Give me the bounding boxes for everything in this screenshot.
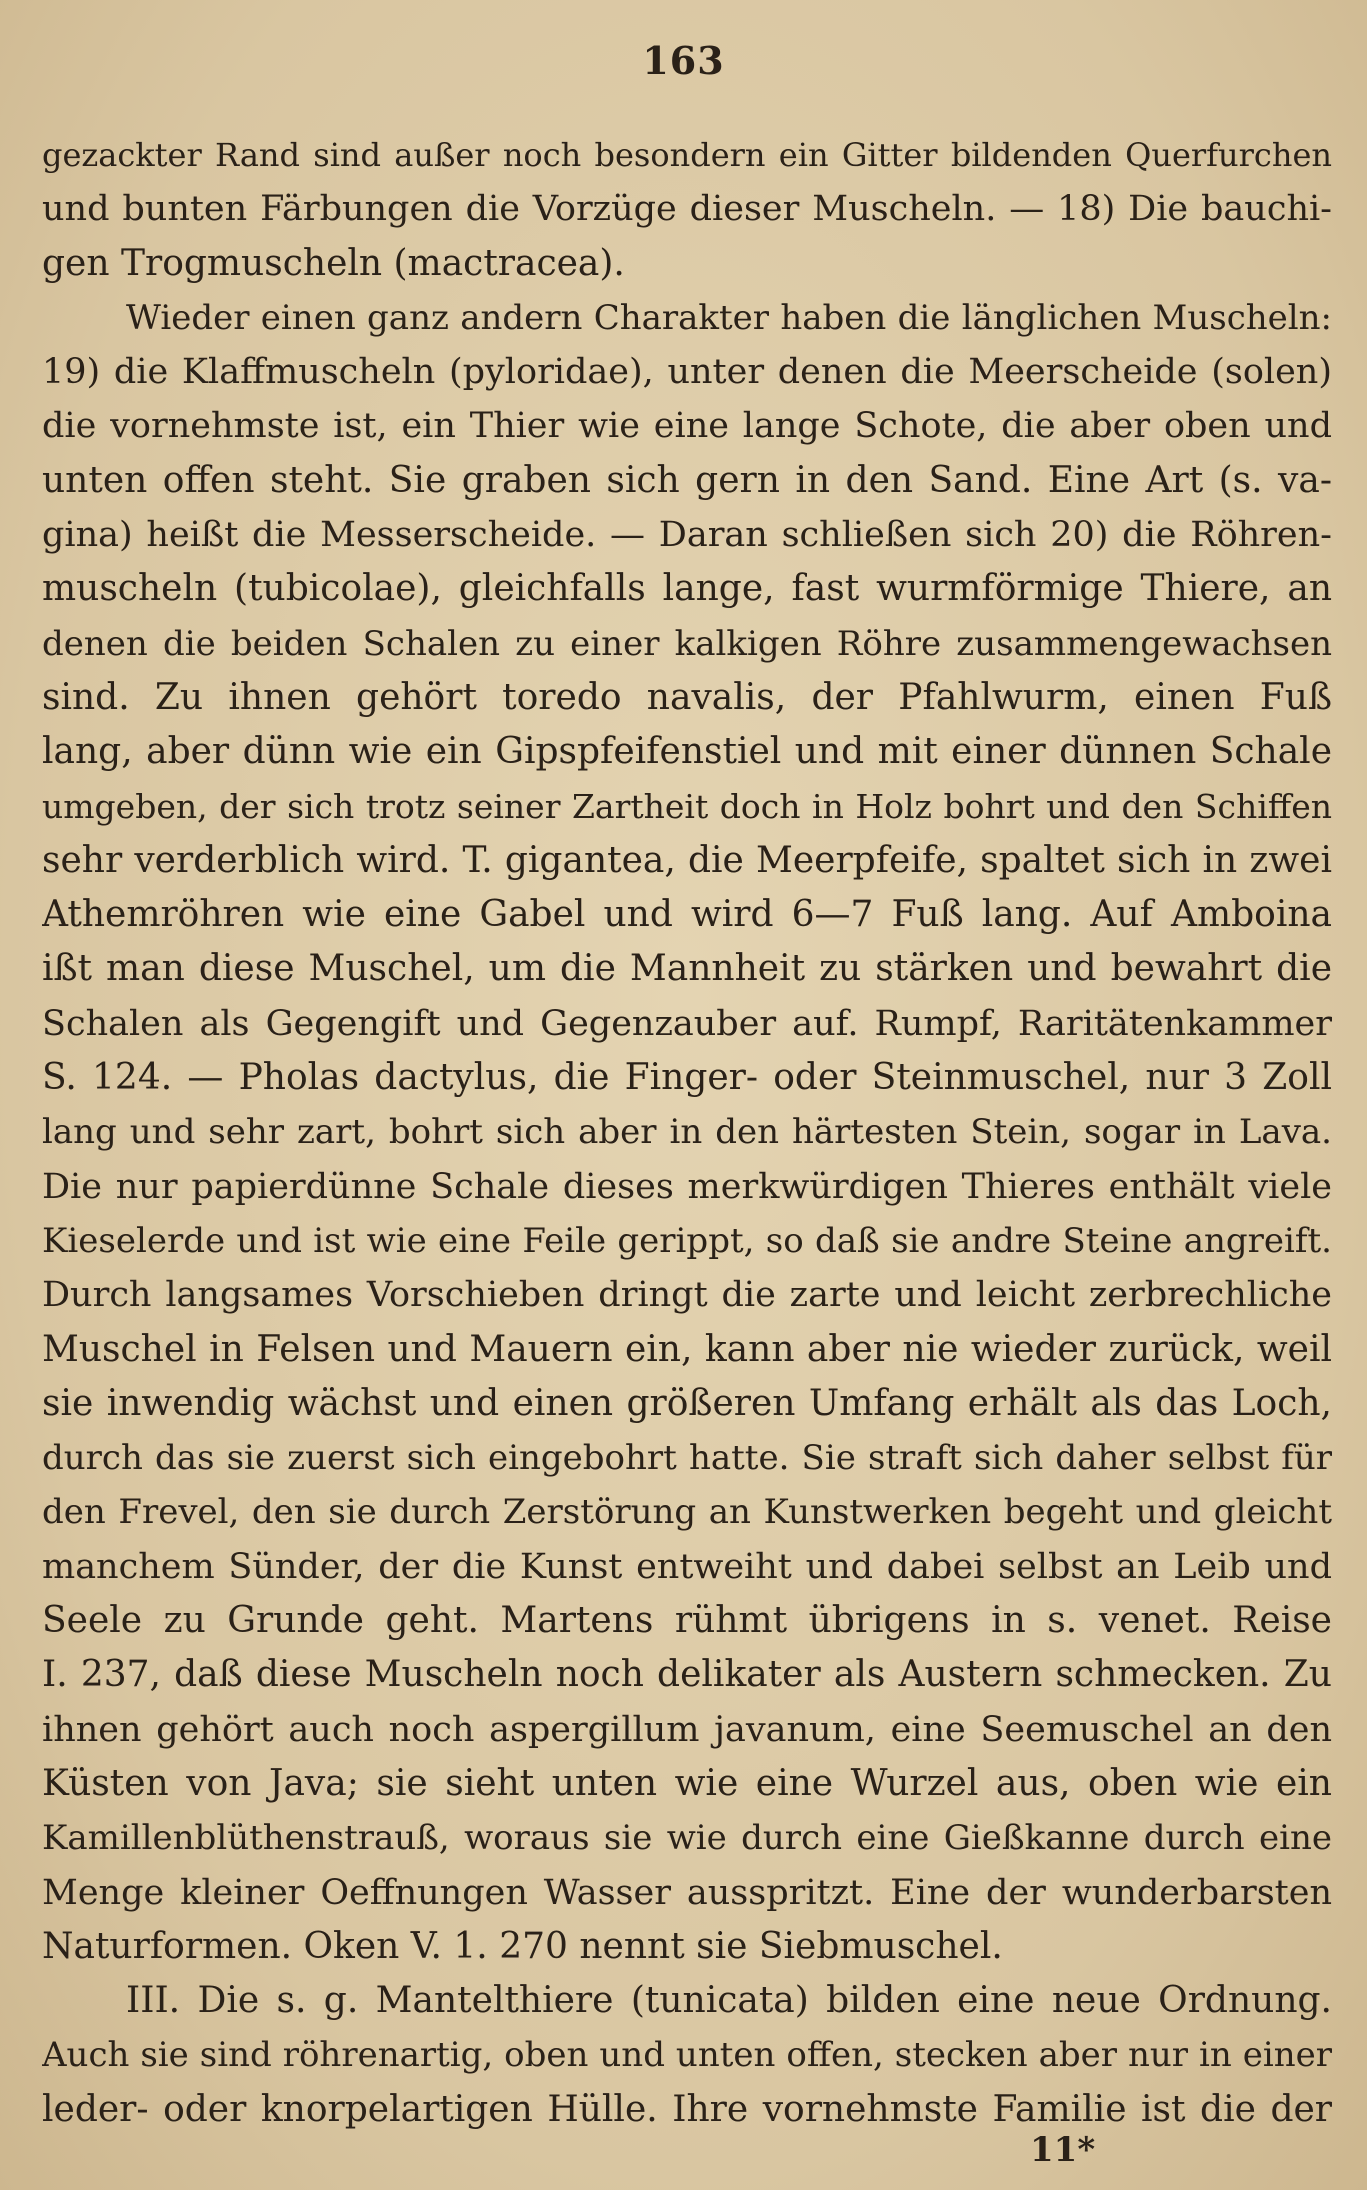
- text-line: unten offen steht. Sie graben sich gern in den Sand. Eine Art (s. va-: [42, 459, 1332, 501]
- text-line: I. 237, daß diese Muscheln noch delikater als Austern schmecken. Zu: [42, 1654, 1332, 1696]
- text-line: gen Trogmuscheln (mactracea).: [42, 242, 625, 284]
- text-line: Seele zu Grunde geht. Martens rühmt übrigens in s. venet. Reise: [42, 1600, 1332, 1642]
- text-line: muscheln (tubicolae), gleichfalls lange, fast wurmförmige Thiere, an: [42, 568, 1332, 610]
- text-line: S. 124. — Pholas dactylus, die Finger- oder Steinmuschel, nur 3 Zoll: [42, 1057, 1332, 1099]
- text-line: Die nur papierdünne Schale dieses merkwürdigen Thieres enthält viele: [42, 1166, 1332, 1207]
- text-line: lang und sehr zart, bohrt sich aber in den härtesten Stein, sogar in Lava.: [42, 1112, 1332, 1153]
- text-line: sehr verderblich wird. T. gigantea, die Meerpfeife, spaltet sich in zwei: [42, 839, 1332, 881]
- text-line: 19) die Klaffmuscheln (pyloridae), unter denen die Meerscheide (solen): [42, 352, 1332, 393]
- text-line: umgeben, der sich trotz seiner Zartheit doch in Holz bohrt und den Schiffen: [42, 786, 1332, 826]
- text-line: Küsten von Java; sie sieht unten wie eine Wurzel aus, oben wie ein: [42, 1762, 1332, 1804]
- text-line: Kieselerde und ist wie eine Feile gerippt, so daß sie andre Steine angreift.: [42, 1220, 1332, 1261]
- page-number: 163: [642, 38, 725, 83]
- text-line: ißt man diese Muschel, um die Mannheit zu stärken und bewahrt die: [42, 948, 1332, 990]
- text-line: durch das sie zuerst sich eingebohrt hatte. Sie straft sich daher selbst für: [42, 1438, 1332, 1479]
- text-line: Durch langsames Vorschieben dringt die zarte und leicht zerbrechliche: [42, 1275, 1332, 1316]
- text-line: lang, aber dünn wie ein Gipspfeifenstiel und mit einer dünnen Schale: [42, 731, 1332, 773]
- text-line: manchem Sünder, der die Kunst entweiht und dabei selbst an Leib und: [42, 1546, 1332, 1587]
- text-line: und bunten Färbungen die Vorzüge dieser Muscheln. — 18) Die bauchi-: [42, 189, 1332, 230]
- signature-mark: 11*: [1030, 2130, 1096, 2170]
- text-line: sind. Zu ihnen gehört toredo navalis, der Pfahlwurm, einen Fuß: [42, 676, 1332, 718]
- text-line: III. Die s. g. Mantelthiere (tunicata) bilden eine neue Ordnung.: [126, 1980, 1332, 2022]
- text-line: denen die beiden Schalen zu einer kalkigen Röhre zusammengewachsen: [42, 623, 1332, 664]
- text-line: sie inwendig wächst und einen größeren Umfang erhält als das Loch,: [42, 1382, 1332, 1424]
- text-line: Menge kleiner Oeffnungen Wasser ausspritzt. Eine der wunderbarsten: [42, 1872, 1332, 1913]
- text-line: die vornehmste ist, ein Thier wie eine lange Schote, die aber oben und: [42, 406, 1332, 447]
- text-line: den Frevel, den sie durch Zerstörung an Kunstwerken begeht und gleicht: [42, 1492, 1332, 1533]
- text-line: Muschel in Felsen und Mauern ein, kann aber nie wieder zurück, weil: [42, 1328, 1332, 1370]
- text-line: Naturformen. Oken V. 1. 270 nennt sie Siebmuschel.: [42, 1925, 1003, 1967]
- text-line: gezackter Rand sind außer noch besondern ein Gitter bildenden Querfurchen: [42, 136, 1332, 174]
- text-line: Auch sie sind röhrenartig, oben und unten offen, stecken aber nur in einer: [42, 2035, 1332, 2076]
- text-line: gina) heißt die Messerscheide. — Daran schließen sich 20) die Röhren-: [42, 515, 1332, 556]
- text-line: Schalen als Gegengift und Gegenzauber auf. Rumpf, Raritätenkammer: [42, 1003, 1332, 1044]
- text-line: ihnen gehört auch noch aspergillum javanum, eine Seemuschel an den: [42, 1709, 1332, 1750]
- body-text: [42, 128, 1332, 2137]
- text-line: Wieder einen ganz andern Charakter haben die länglichen Muscheln:: [126, 297, 1332, 338]
- text-line: leder- oder knorpelartigen Hülle. Ihre vornehmste Familie ist die der: [42, 2088, 1332, 2130]
- text-line: Athemröhren wie eine Gabel und wird 6—7 Fuß lang. Auf Amboina: [42, 894, 1332, 936]
- text-line: Kamillenblüthenstrauß, woraus sie wie durch eine Gießkanne durch eine: [42, 1818, 1332, 1859]
